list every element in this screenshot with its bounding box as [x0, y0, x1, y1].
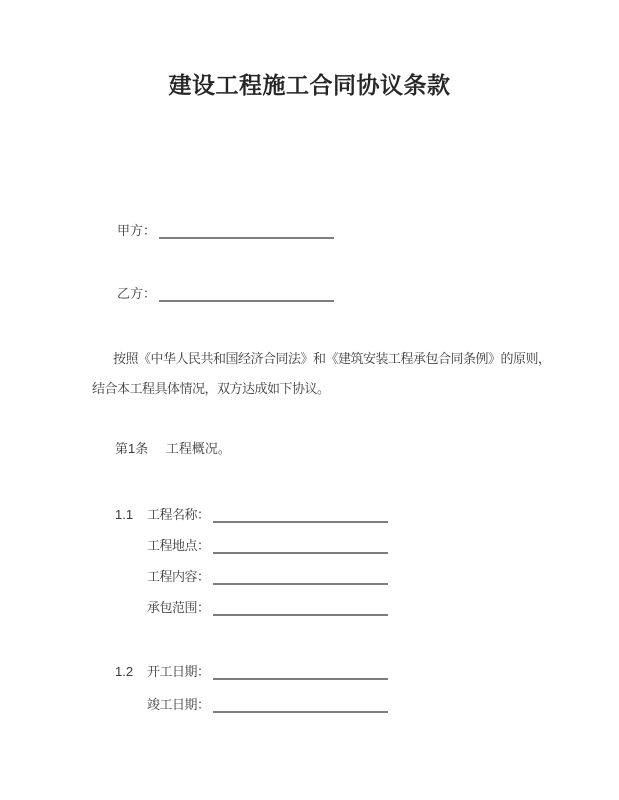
- party-b-blank-line: [159, 284, 334, 302]
- intro-paragraph: [92, 344, 562, 404]
- party-b-label: 乙方：: [117, 286, 157, 301]
- party-b-row: [117, 283, 334, 302]
- project-name-blank-line: [213, 505, 388, 523]
- clause-1-heading: [115, 440, 231, 457]
- document-title: 建设工程施工合同协议条款: [168, 72, 451, 98]
- contract-scope-label: 承包范围：: [147, 600, 210, 615]
- start-date-blank-line: [213, 662, 388, 680]
- project-content-blank-line: [213, 567, 388, 585]
- field-row-start-date: [115, 661, 388, 680]
- project-location-label: 工程地点：: [147, 538, 210, 553]
- party-a-blank-line: [159, 221, 334, 239]
- party-a-label: 甲方：: [117, 223, 157, 238]
- field-row-completion-date: [115, 694, 388, 713]
- intro-paragraph-line-1: 按照《中华人民共和国经济合同法》和《建筑安装工程承包合同条例》的原则，: [113, 351, 551, 366]
- contract-scope-blank-line: [213, 598, 388, 616]
- field-row-project-location: [115, 535, 388, 554]
- clause-1-number: 第1条: [115, 441, 149, 456]
- field-row-contract-scope: [115, 597, 388, 616]
- completion-date-blank-line: [213, 695, 388, 713]
- start-date-label: 开工日期：: [147, 664, 210, 679]
- section-1-1-number: 1.1: [115, 507, 134, 522]
- project-name-label: 工程名称：: [147, 507, 210, 522]
- party-a-row: [117, 220, 334, 239]
- project-content-label: 工程内容：: [147, 569, 210, 584]
- clause-1-title: 工程概况。: [165, 441, 231, 456]
- field-row-project-name: [115, 504, 388, 523]
- section-1-2-number: 1.2: [115, 664, 134, 679]
- completion-date-label: 竣工日期：: [147, 697, 210, 712]
- field-row-project-content: [115, 566, 388, 585]
- section-1-2: [115, 661, 388, 727]
- section-1-1: [115, 504, 388, 628]
- project-location-blank-line: [213, 536, 388, 554]
- intro-paragraph-line-2: 结合本工程具体情况，双方达成如下协议。: [92, 381, 330, 396]
